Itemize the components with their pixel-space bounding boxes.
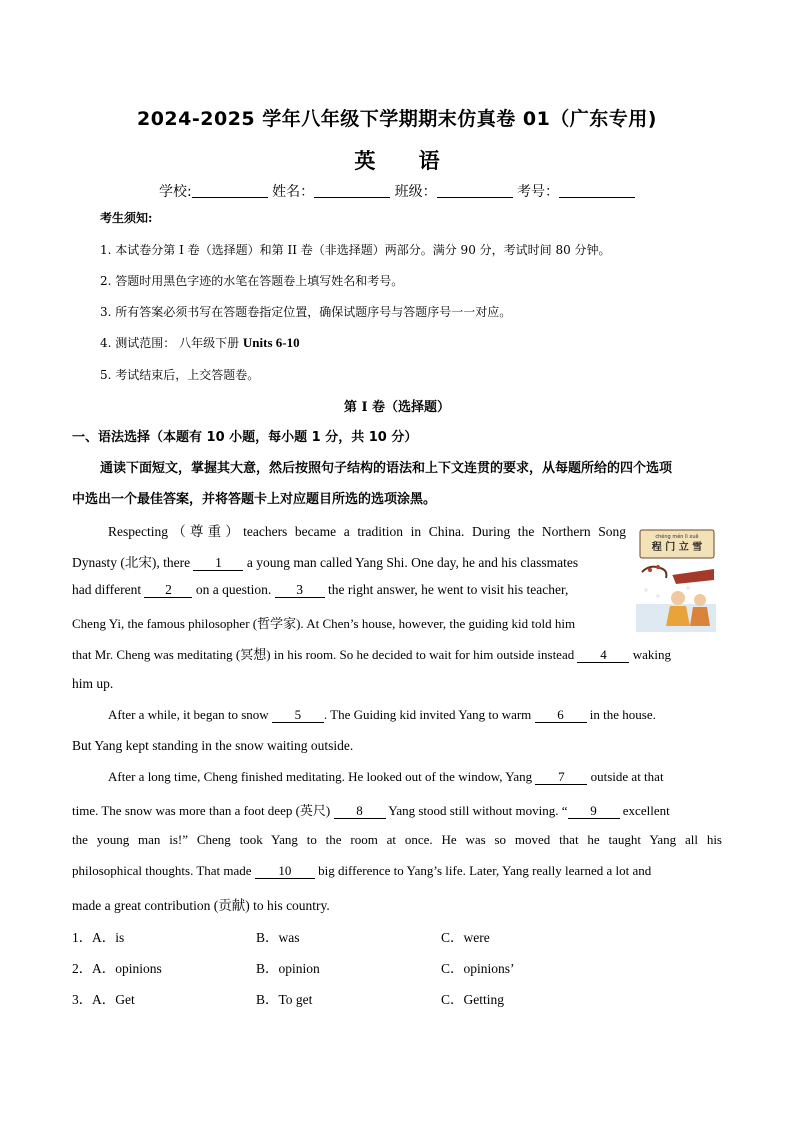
subject-title: 英 语 bbox=[354, 149, 458, 173]
option-a[interactable]: A．Get bbox=[92, 992, 135, 1007]
part-one-title: 第 I 卷（选择题） bbox=[343, 400, 451, 415]
passage-text: a young man called Yang Shi. One day, he and his classmates bbox=[243, 555, 579, 570]
passage-line: the young man is!” Cheng took Yang to the room at once. He was so moved that he taught Yang all his bbox=[72, 832, 722, 847]
option-c[interactable]: C．Getting bbox=[441, 992, 504, 1007]
passage-text: outside at that bbox=[587, 769, 664, 784]
passage-line: made a great contribution (贡献) to his country. bbox=[72, 898, 330, 913]
option-c[interactable]: C．were bbox=[441, 930, 490, 945]
option-b[interactable]: B．was bbox=[256, 930, 300, 945]
passage-text: had different bbox=[72, 582, 145, 597]
passage-text: waking bbox=[629, 647, 672, 662]
passage-line: Respecting（尊重）teachers became a tradition in China. During the Northern Song bbox=[108, 524, 626, 539]
school-label: 学校: bbox=[158, 184, 192, 200]
exam-number-label: 考号： bbox=[517, 184, 560, 200]
option-a[interactable]: A．opinions bbox=[92, 961, 162, 976]
class-label: 班级： bbox=[394, 184, 437, 200]
notice-item-1: 1. 本试卷分第 I 卷（选择题）和第 II 卷（非选择题）两部分。满分 90 分，考试时间 80 分钟。 bbox=[100, 243, 611, 257]
passage-text: After a long time, Cheng finished meditating. He looked out of the window, Yang bbox=[108, 769, 536, 784]
illustration-image bbox=[636, 526, 716, 632]
blank-7[interactable]: 7 bbox=[535, 770, 587, 785]
passage-text: big difference to Yang’s life. Later, Yang really learned a lot and bbox=[314, 863, 652, 878]
section-one-title: 一、语法选择（本题有 10 小题，每小题 1 分，共 10 分） bbox=[72, 430, 418, 445]
option-c[interactable]: C．opinions’ bbox=[441, 961, 515, 976]
question-number: 2． bbox=[72, 961, 93, 976]
blank-1[interactable]: 1 bbox=[193, 556, 243, 571]
passage-line bbox=[72, 551, 628, 571]
passage-text: excellent bbox=[619, 803, 670, 818]
class-blank[interactable] bbox=[437, 183, 513, 198]
passage-text: the right answer, he went to visit his teacher, bbox=[324, 582, 569, 597]
blank-5[interactable]: 5 bbox=[272, 708, 324, 723]
passage-text: philosophical thoughts. That made bbox=[72, 863, 255, 878]
exam-number-blank[interactable] bbox=[559, 183, 635, 198]
notice-item-4-units: Units 6-10 bbox=[242, 335, 300, 350]
passage-line bbox=[72, 800, 722, 819]
passage-text: After a while, it began to snow bbox=[108, 707, 272, 722]
blank-3[interactable]: 3 bbox=[275, 583, 325, 598]
option-b[interactable]: B．To get bbox=[256, 992, 313, 1007]
passage-line bbox=[72, 582, 628, 598]
passage-line bbox=[72, 644, 722, 663]
blank-4[interactable]: 4 bbox=[577, 648, 629, 663]
notice-item-3: 3. 所有答案必须书写在答题卷指定位置，确保试题序号与答题序号一一对应。 bbox=[100, 305, 512, 319]
exam-title: 2024-2025 学年八年级下学期期末仿真卷 01（广东专用) bbox=[136, 108, 657, 130]
notice-item-4-text: 4. 测试范围： 八年级下册 bbox=[100, 336, 243, 350]
passage-line: But Yang kept standing in the snow waiting outside. bbox=[72, 738, 354, 753]
notice-item-5: 5. 考试结束后，上交答题卷。 bbox=[100, 368, 260, 382]
student-info-line bbox=[0, 181, 794, 201]
passage-line: him up. bbox=[72, 676, 114, 691]
illustration-pinyin: chéng mén lì xuě bbox=[655, 534, 699, 540]
instruction-line-1: 通读下面短文，掌握其大意，然后按照句子结构的语法和上下文连贯的要求，从每题所给的四个选项 bbox=[100, 461, 673, 476]
instruction-line-2: 中选出一个最佳答案，并将答题卡上对应题目所选的选项涂黑。 bbox=[72, 492, 437, 507]
passage-text: Dynasty (北宋), there bbox=[72, 555, 194, 570]
illustration-caption: 程 门 立 雪 bbox=[651, 542, 703, 553]
passage-text: . The Guiding kid invited Yang to warm bbox=[323, 707, 535, 722]
story-illustration bbox=[636, 526, 716, 632]
name-label: 姓名： bbox=[272, 184, 315, 200]
passage-text: Yang stood still without moving. “ bbox=[385, 803, 568, 818]
passage-text: on a question. bbox=[192, 582, 275, 597]
option-b[interactable]: B．opinion bbox=[256, 961, 320, 976]
blank-6[interactable]: 6 bbox=[535, 708, 587, 723]
passage-text: time. The snow was more than a foot deep (英尺) bbox=[72, 803, 334, 818]
passage-line bbox=[72, 863, 722, 879]
passage-text: that Mr. Cheng was meditating (冥想) in his room. So he decided to wait for him outside instead bbox=[72, 647, 578, 662]
notice-heading: 考生须知: bbox=[100, 211, 153, 225]
blank-9[interactable]: 9 bbox=[568, 804, 620, 819]
name-blank[interactable] bbox=[314, 183, 390, 198]
notice-item-2: 2. 答题时用黑色字迹的水笔在答题卷上填写姓名和考号。 bbox=[100, 274, 404, 288]
passage-text: in the house. bbox=[586, 707, 656, 722]
blank-10[interactable]: 10 bbox=[255, 864, 315, 879]
notice-item-4 bbox=[100, 334, 300, 351]
question-number: 1． bbox=[72, 930, 93, 945]
blank-8[interactable]: 8 bbox=[334, 804, 386, 819]
option-a[interactable]: A．is bbox=[92, 930, 125, 945]
blank-2[interactable]: 2 bbox=[144, 583, 192, 598]
passage-line bbox=[108, 769, 758, 785]
passage-line: Cheng Yi, the famous philosopher (哲学家). At Chen’s house, however, the guiding kid told him bbox=[72, 616, 576, 631]
question-number: 3． bbox=[72, 992, 93, 1007]
school-blank[interactable] bbox=[192, 183, 268, 198]
passage-line bbox=[108, 707, 758, 723]
